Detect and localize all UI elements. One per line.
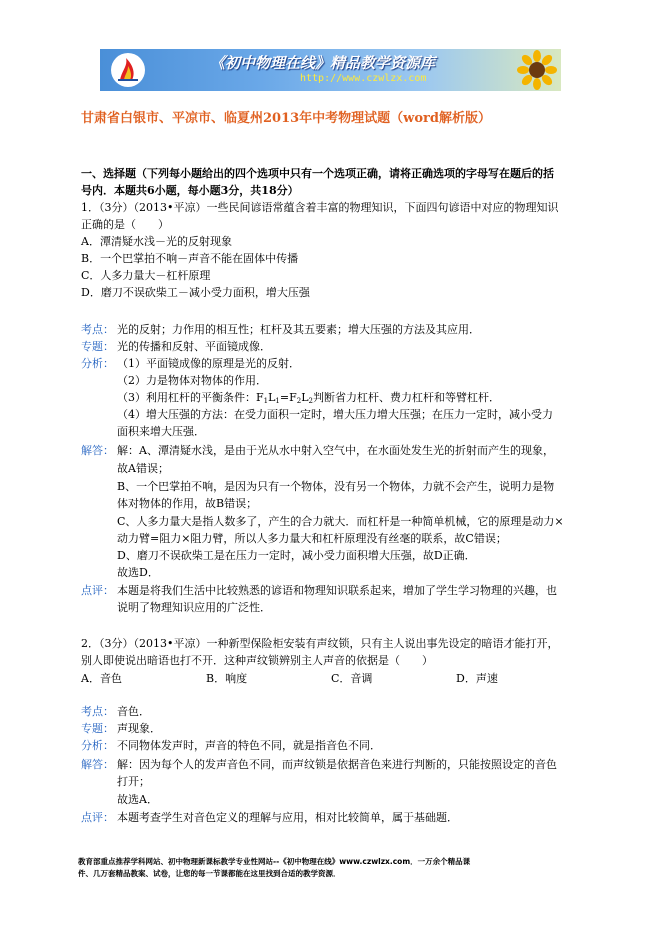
q2-kaodian-label: 考点： bbox=[81, 705, 114, 718]
q1-fenxi-3c: =F bbox=[279, 391, 297, 404]
document-title: 甘肃省白银市、平凉市、临夏州2013年中考物理试题（word解析版） bbox=[81, 111, 491, 126]
q2-option-b: B．响度 bbox=[206, 672, 248, 685]
q1-fenxi-2: （2）力是物体对物体的作用． bbox=[117, 374, 267, 387]
header-banner bbox=[100, 49, 561, 91]
sunflower-icon bbox=[517, 50, 557, 90]
q2-jieda-3: 故选A． bbox=[117, 793, 158, 806]
q1-jieda-6: 动力臂=阻力×阻力臂，所以人多力量大和杠杆原理没有丝毫的联系，故C错误； bbox=[117, 532, 507, 545]
q1-option-d: D．磨刀不误砍柴工－减小受力面积，增大压强 bbox=[81, 286, 310, 299]
q2-stem-line1: 2．（3分）（2013•平凉）一种新型保险柜安装有声纹锁，只有主人说出事先设定的暗语才能打开， bbox=[81, 637, 559, 650]
q1-jieda-7: D、磨刀不误砍柴工是在压力一定时，减小受力面积增大压强，故D正确． bbox=[117, 549, 476, 562]
q1-jieda-1: 解：A、潭清疑水浅，是由于光从水中射入空气中，在水面处发生光的折射而产生的现象， bbox=[117, 444, 554, 457]
q1-dianping-2: 说明了物理知识应用的广泛性． bbox=[117, 601, 271, 614]
section-heading-line1: 一、选择题（下列每小题给出的四个选项中只有一个选项正确，请将正确选项的字母写在题后的括 bbox=[81, 167, 554, 180]
q1-sub-3: 2 bbox=[296, 397, 302, 405]
q2-jieda-label: 解答： bbox=[81, 758, 114, 771]
q2-option-c: C．音调 bbox=[331, 672, 373, 685]
q2-jieda-2: 打开； bbox=[117, 775, 150, 788]
q1-dianping-1: 本题是将我们生活中比较熟悉的谚语和物理知识联系起来，增加了学生学习物理的兴趣，也 bbox=[117, 584, 557, 597]
footer-line1: 教育部重点推荐学科网站、初中物理新课标教学专业性网站--《初中物理在线》www.czwlzx.com．一万余个精品课 bbox=[78, 857, 471, 866]
q1-option-b: B．一个巴掌拍不响－声音不能在固体中传播 bbox=[81, 252, 299, 265]
section-heading-line2: 号内．本题共6小题，每小题3分，共18分） bbox=[81, 184, 299, 197]
q2-fenxi-label: 分析： bbox=[81, 739, 114, 752]
q1-fenxi-3e: 判断省力杠杆、费力杠杆和等臂杠杆． bbox=[313, 391, 500, 404]
q2-zhuanti: 声现象． bbox=[117, 722, 161, 735]
q1-option-a: A．潭清疑水浅－光的反射现象 bbox=[81, 235, 232, 248]
q2-kaodian: 音色． bbox=[117, 705, 150, 718]
q1-fenxi-5: 面积来增大压强． bbox=[117, 425, 205, 438]
q1-zhuanti-label: 专题： bbox=[81, 340, 114, 353]
q1-fenxi-label: 分析： bbox=[81, 357, 114, 370]
q1-fenxi-3d: L bbox=[301, 391, 309, 404]
q1-jieda-4: 体对物体的作用，故B错误； bbox=[117, 497, 258, 510]
q1-sub-4: 2 bbox=[308, 397, 313, 405]
q2-option-d: D．声速 bbox=[456, 672, 498, 685]
q2-fenxi: 不同物体发声时，声音的特色不同，就是指音色不同． bbox=[117, 739, 381, 752]
flame-logo-icon bbox=[110, 52, 146, 88]
q2-jieda-1: 解：因为每个人的发声音色不同，而声纹锁是依据音色来进行判断的，只能按照设定的音色 bbox=[117, 758, 557, 771]
q1-fenxi-4: （4）增大压强的方法：在受力面积一定时，增大压力增大压强；在压力一定时，减小受力 bbox=[117, 408, 553, 421]
q2-stem-line2: 别人即使说出暗语也打不开．这种声纹锁辨别主人声音的依据是（ ） bbox=[81, 654, 433, 667]
footer-line2: 件、几万套精品教案、试卷，让您的每一节课都能在这里找到合适的教学资源． bbox=[78, 869, 341, 878]
banner-url[interactable]: http://www.czwlzx.com bbox=[300, 73, 427, 84]
q1-kaodian: 光的反射；力作用的相互性；杠杆及其五要素；增大压强的方法及其应用． bbox=[117, 323, 480, 336]
q1-stem-line2: 正确的是（ ） bbox=[81, 218, 169, 231]
q1-jieda-label: 解答： bbox=[81, 444, 114, 457]
q1-jieda-3: B、一个巴掌拍不响，是因为只有一个物体，没有另一个物体，力就不会产生，说明力是物 bbox=[117, 480, 555, 493]
q1-jieda-5: C、人多力量大是指人数多了，产生的合力就大．而杠杆是一种简单机械，它的原理是动力× bbox=[117, 515, 564, 528]
q2-zhuanti-label: 专题： bbox=[81, 722, 114, 735]
q1-jieda-2: 故A错误； bbox=[117, 462, 169, 475]
q1-fenxi-1: （1）平面镜成像的原理是光的反射． bbox=[117, 357, 300, 370]
q1-fenxi-3 bbox=[117, 391, 500, 408]
q1-stem-line1: 1．（3分）（2013•平凉）一些民间谚语常蕴含着丰富的物理知识，下面四句谚语中对应的物理知识 bbox=[81, 201, 559, 214]
q1-sub-2: 1 bbox=[275, 397, 280, 405]
banner-title: 《初中物理在线》精品教学资源库 bbox=[210, 54, 436, 72]
q1-kaodian-label: 考点： bbox=[81, 323, 114, 336]
q2-dianping-label: 点评： bbox=[81, 811, 114, 824]
q1-zhuanti: 光的传播和反射、平面镜成像． bbox=[117, 340, 271, 353]
q1-fenxi-3b: L bbox=[268, 391, 276, 404]
q2-dianping: 本题考查学生对音色定义的理解与应用，相对比较简单，属于基础题． bbox=[117, 811, 458, 824]
q1-jieda-8: 故选D． bbox=[117, 566, 159, 579]
q1-dianping-label: 点评： bbox=[81, 584, 114, 597]
q1-option-c: C．人多力量大－杠杆原理 bbox=[81, 269, 211, 282]
q2-option-a: A．音色 bbox=[81, 672, 122, 685]
q1-sub-1: 1 bbox=[263, 397, 269, 405]
q1-fenxi-3a: （3）利用杠杆的平衡条件：F bbox=[117, 391, 264, 404]
footer bbox=[78, 856, 588, 880]
